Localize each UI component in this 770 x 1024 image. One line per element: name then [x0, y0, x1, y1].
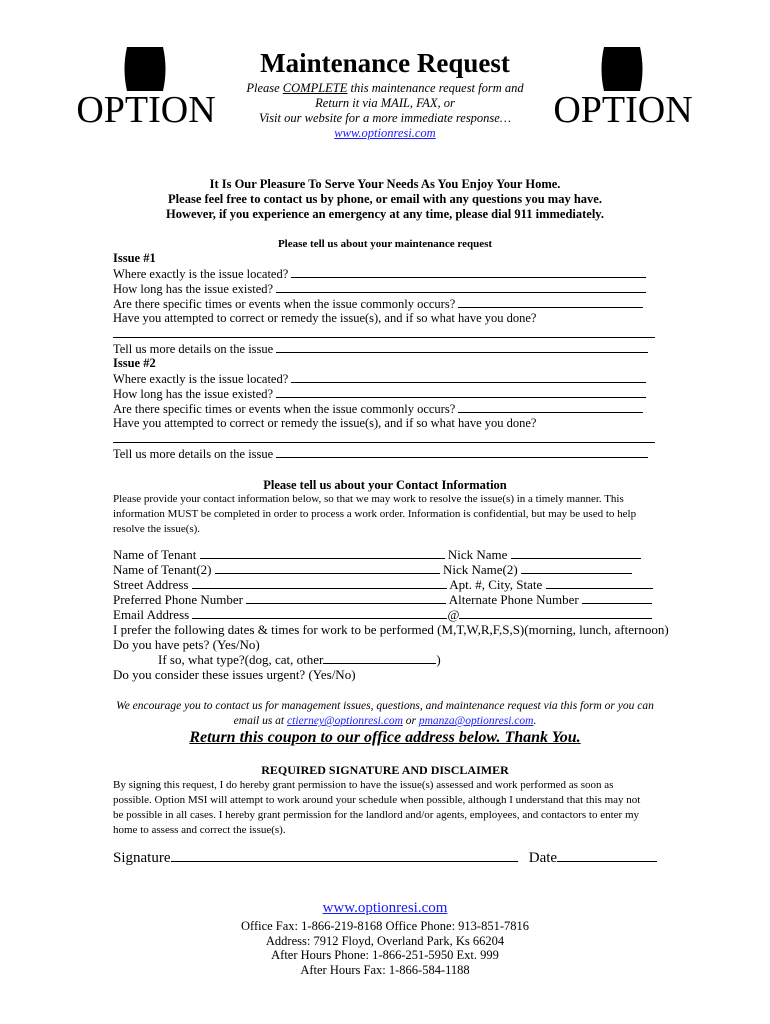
issue-2-attempted-row [113, 431, 655, 447]
issue-1-location-field[interactable] [291, 266, 646, 278]
pet-type-field[interactable] [323, 652, 436, 664]
issue-1-duration-field[interactable] [276, 281, 646, 293]
issue-2-label: Issue #2 [113, 356, 156, 370]
footer-after-hours-fax: After Hours Fax: 1-866-584-1188 [300, 963, 470, 977]
issue-2-location-field[interactable] [291, 371, 646, 383]
tenant-2-name-row: Name of Tenant(2) Nick Name(2) [113, 562, 632, 578]
return-coupon-line: Return this coupon to our office address below. Thank You. [189, 729, 581, 746]
logo-wordmark: OPTION [553, 89, 693, 131]
issue-1-attempted-row [113, 326, 655, 342]
issue-2-duration-field[interactable] [276, 386, 646, 398]
intro-line-1: It Is Our Pleasure To Serve Your Needs As You Enjoy Your Home. [209, 177, 561, 191]
nick-name-2-field[interactable] [521, 562, 632, 574]
email-link-ctierney[interactable]: ctierney@optionresi.com [287, 715, 403, 727]
issue-2-details-row: Tell us more details on the issue [113, 446, 648, 462]
issue-1-attempted-label: Have you attempted to correct or remedy the issue(s), and if so what have you done? [113, 311, 537, 325]
website-link[interactable]: www.optionresi.com [334, 126, 436, 140]
footer-website [0, 900, 770, 917]
issue-1-times-field[interactable] [458, 296, 643, 308]
pets-question: Do you have pets? (Yes/No) [113, 637, 260, 652]
tenant-name-field[interactable] [200, 547, 445, 559]
signature-field[interactable] [171, 848, 518, 862]
subtitle-line-2: Return it via MAIL, FAX, or [315, 96, 455, 110]
subtitle-line-3: Visit our website for a more immediate response… [259, 111, 511, 125]
issue-2-location-row: Where exactly is the issue located? [113, 371, 646, 387]
urgent-question: Do you consider these issues urgent? (Yes/No) [113, 667, 356, 682]
issue-2-attempted-field[interactable] [113, 431, 655, 443]
issue-2-details-field[interactable] [276, 446, 648, 458]
encourage-line-1: We encourage you to contact us for management issues, questions, and maintenance request via this form or you can [116, 700, 654, 712]
phone-row: Preferred Phone Number Alternate Phone Number [113, 592, 652, 608]
issue-2-times-row: Are there specific times or events when the issue commonly occurs? [113, 401, 643, 417]
issue-1-details-field[interactable] [276, 341, 648, 353]
issue-2-times-field[interactable] [458, 401, 643, 413]
issue-1-attempted-field[interactable] [113, 326, 655, 338]
issue-1-details-row: Tell us more details on the issue [113, 341, 648, 357]
issue-1-location-row: Where exactly is the issue located? [113, 266, 646, 282]
address-row: Street Address Apt. #, City, State [113, 577, 653, 593]
preferred-phone-field[interactable] [246, 592, 446, 604]
date-field[interactable] [557, 848, 657, 862]
issue-1-times-row: Are there specific times or events when the issue commonly occurs? [113, 296, 643, 312]
tenant-2-name-field[interactable] [215, 562, 440, 574]
email-row: Email Address @ [113, 607, 652, 623]
email-link-pmanza[interactable]: pmanza@optionresi.com [418, 715, 534, 727]
disclaimer-text: By signing this request, I do hereby grant permission to have the issue(s) assessed and work performed as soon as possible. Option MSI will attempt to work around your schedule when possible, although I understand that this may not be possible in all cases. I hereby grant permission for the landlord and/or agents, employees, and contactors to enter my home to assess and correct the issue(s). [113, 779, 641, 836]
footer-fax-phone: Office Fax: 1-866-219-8168 Office Phone: 913-851-7816 [240, 919, 530, 933]
subtitle-website [0, 126, 770, 141]
logo-wordmark: OPTION [76, 89, 216, 131]
signature-row: Signature Date [113, 848, 657, 867]
intro-line-2: Please feel free to contact us by phone, or email with any questions you may have. [168, 192, 602, 206]
footer-website-link[interactable]: www.optionresi.com [322, 900, 448, 916]
footer-address: Address: 7912 Floyd, Overland Park, Ks 66204 [265, 934, 505, 948]
footer-after-hours-phone: After Hours Phone: 1-866-251-5950 Ext. 999 [271, 948, 499, 962]
email-user-field[interactable] [192, 607, 447, 619]
nick-name-field[interactable] [511, 547, 641, 559]
street-address-field[interactable] [192, 577, 447, 589]
disclaimer-heading: REQUIRED SIGNATURE AND DISCLAIMER [261, 763, 509, 777]
pet-type-row: If so, what type?(dog, cat, other ) [158, 652, 441, 667]
encourage-line-2: email us at ctierney@optionresi.com or pmanza@optionresi.com. [233, 715, 537, 727]
subtitle-line-1: Please COMPLETE this maintenance request form and [246, 81, 524, 95]
issue-2-duration-row: How long has the issue existed? [113, 386, 646, 402]
email-domain-field[interactable] [459, 607, 652, 619]
issue-1-label: Issue #1 [113, 251, 156, 265]
request-heading: Please tell us about your maintenance request [277, 238, 493, 250]
apt-city-state-field[interactable] [546, 577, 653, 589]
page-title: Maintenance Request [260, 48, 510, 78]
contact-note: Please provide your contact information below, so that we may work to resolve the issue(s) in a timely manner. This information MUST be completed in order to process a work order. Information is confidential, but may be used to help resolve the issue(s). [113, 493, 637, 535]
preferred-dates-text: I prefer the following dates & times for work to be performed (M,T,W,R,F,S,S)(morning, lunch, afternoon) [113, 622, 669, 637]
contact-heading: Please tell us about your Contact Information [263, 478, 507, 492]
issue-2-attempted-label: Have you attempted to correct or remedy the issue(s), and if so what have you done? [113, 416, 537, 430]
issue-1-duration-row: How long has the issue existed? [113, 281, 646, 297]
tenant-name-row: Name of Tenant Nick Name [113, 547, 641, 563]
intro-line-3: However, if you experience an emergency at any time, please dial 911 immediately. [165, 207, 604, 221]
alternate-phone-field[interactable] [582, 592, 652, 604]
